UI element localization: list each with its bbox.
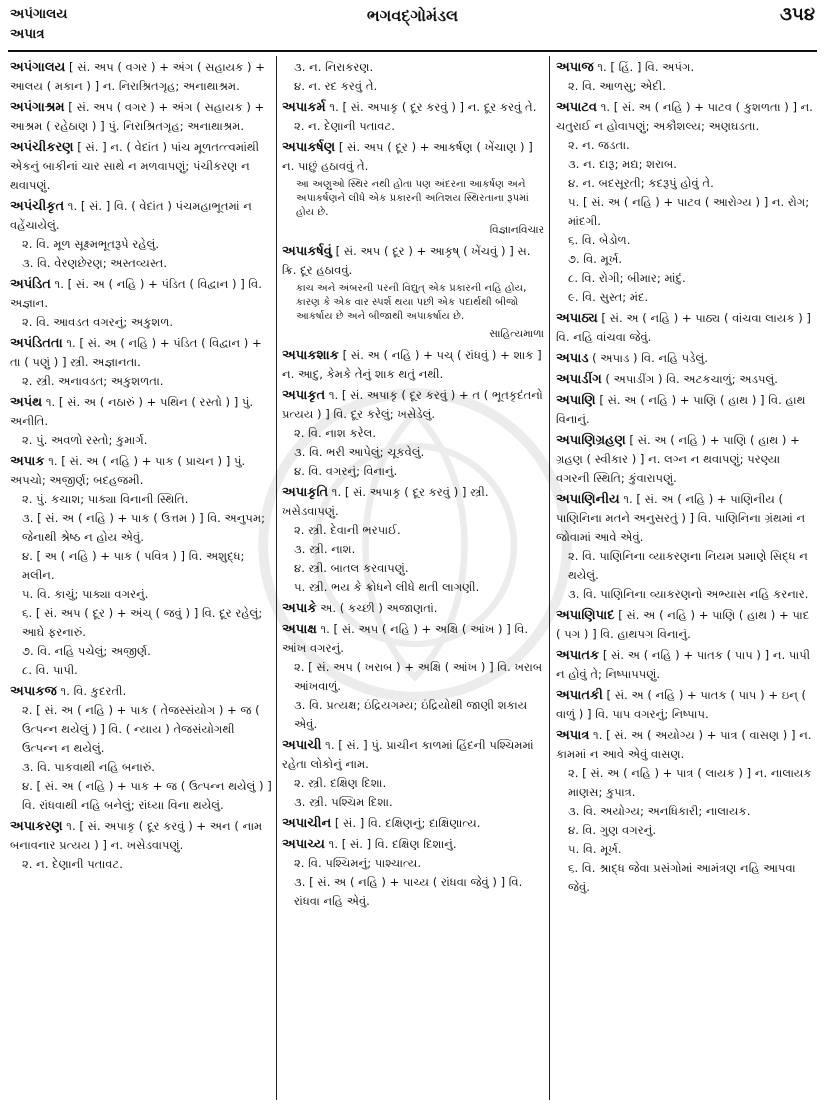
sense-line: ૭. વિ. મૂર્ખ. <box>568 252 623 266</box>
dictionary-entry <box>556 309 816 347</box>
headword: અપાડ <box>556 351 589 366</box>
definition-text: [ સં. અ ( નહિ ) + પાણિ ( હાથ ) ] વિ. હાથ વિનાનું. <box>556 393 806 426</box>
entry-line <box>10 98 272 136</box>
sense-line: ૮. વિ. રોગી; બીમાર; માંદું. <box>568 271 686 285</box>
dictionary-entry <box>10 58 272 96</box>
sense-line: ૬. વિ. શ્રાદ્ધ જેવા પ્રસંગોમાં આમંત્રણ નહિ આપવા જેવું. <box>568 861 796 894</box>
definition-text: [ સં. અ ( નહિ ) + પાઠ્ય ( વાંચવા લાયક ) ] વિ. નહિ વાંચવા જેવું. <box>556 311 811 344</box>
sense-line: ૨. ન. દેણાની પતાવટ. <box>294 119 395 133</box>
definition-text: ૧. [ સં. અ ( નહિ ) + પાટવ ( કુશળતા ) ] ન. ચતુરાઈ ન હોવાપણું; અકૌશલ્ય; અણઘડતા. <box>556 100 813 133</box>
sense-line: ૮. વિ. પાપી. <box>22 663 78 677</box>
dictionary-entry <box>556 391 816 429</box>
definition-text: ૧. [ સં. અ ( નહિ ) + પાણિનીય ( પાણિનિના મતને અનુસરતું ) ] વિ. પાણિનિના ગ્રંથમાં ન જોવામાં આવે એવું. <box>556 492 806 544</box>
dictionary-entry <box>10 817 272 874</box>
definition-text: ૧. [ સં. અપાકૃ ( દૂર કરવું ) + ત ( ભૂતકૃદંતનો પ્રત્યય ) ] વિ. દૂર કરેલું; ખસેડેલું. <box>282 388 543 421</box>
definition-text: [ સં. અ ( નહિ ) + પાણિ ( હાથ ) + ગ્રહણ ( સ્વીકાર ) ] ન. લગ્ન ન થવાપણું; પરણ્યા વગરની સ્થિતિ; કુંવારાપણું. <box>556 433 800 485</box>
dictionary-entry <box>556 349 816 368</box>
sense-line: ૨. ન. જડતા. <box>568 138 630 152</box>
dictionary-entry <box>556 490 816 604</box>
entry-line <box>556 309 816 347</box>
entry-line <box>282 138 544 176</box>
definition-text: ૧. [ હિં. ] વિ. અપંગ. <box>597 60 695 74</box>
column-1 <box>10 58 272 1098</box>
dictionary-entry <box>556 98 816 307</box>
entry-line <box>282 483 544 521</box>
headword: અપંડિત <box>10 277 51 292</box>
dictionary-entry <box>282 58 544 96</box>
page-number: ૩૫૪ <box>780 4 815 25</box>
sense-line: ૩. વિ. પાકવાથી નહિ બનારું. <box>22 760 155 774</box>
sense-line: ૨. સ્ત્રી. દેવાની ભરપાઈ. <box>294 523 401 537</box>
headword: અપાકર્ષવું <box>282 244 332 259</box>
entry-line <box>556 391 816 429</box>
sense-line: ૨. સ્ત્રી. દક્ષિણ દિશા. <box>294 776 387 790</box>
sense-line: ૪. વિ. ગુણ વગરનું. <box>568 823 657 837</box>
page-header <box>10 4 815 46</box>
guide-word-first: અપંગાલય <box>10 6 68 22</box>
headword: અપંચીકૃત <box>10 199 65 214</box>
sense-line: ૪. વિ. વગરનું; વિનાનું. <box>294 464 398 478</box>
definition-text: ૧. [ સં. ] વિ. ( વેદાંત ) પંચમહાભૂતમાં ન વહેંચાયેલું. <box>10 199 252 232</box>
headword: અપાટવ <box>556 100 598 115</box>
sense-line: ૨. વિ. મૂળ સૂક્ષ્મભૂતરૂપે રહેલું. <box>22 237 160 251</box>
sense-line: ૨. વિ. પાણિનિના વ્યાકરણના નિયમ પ્રમાણે સિદ્ધ ન થયેલું. <box>568 549 808 582</box>
entry-line <box>10 334 272 372</box>
entry-line <box>10 275 272 313</box>
sense-line: ૨. ન. દેણાની પતાવટ. <box>22 857 123 871</box>
headword: અપાણિગ્રહણ <box>556 433 626 448</box>
definition-text: ( અપાડીંગ ) વિ. અટકચાળું; અડપલું. <box>605 372 778 386</box>
headword: અપાકર્મ <box>282 100 326 115</box>
sense-line: ૯. વિ. સુસ્ત; મંદ. <box>568 290 649 304</box>
sense-line: ૨. વિ. આળસુ; એદી. <box>568 79 666 93</box>
dictionary-entry <box>282 599 544 618</box>
sense-line: ૬. [ સં. અપ ( દૂર ) + અંચ્ ( જવું ) ] વિ. દૂર રહેલું; આઘે ફરનારું. <box>22 606 263 639</box>
sense-line: ૨. પું. અવળો રસ્તો; કુમાર્ગ. <box>22 433 148 447</box>
entry-line <box>10 138 272 195</box>
entry-line <box>556 726 816 764</box>
dictionary-entry <box>282 178 544 240</box>
entry-line <box>282 98 544 117</box>
sense-line: ૨. [ સં. અપ ( ખરાબ ) + અક્ષિ ( આંખ ) ] વિ. ખરાબ આંખવાળું. <box>294 660 543 693</box>
headword: અપાતક <box>556 648 600 663</box>
dictionary-entry <box>282 814 544 833</box>
entry-line <box>10 58 272 96</box>
definition-text: [ સં. અપ ( દૂર ) + આકર્ષણ ( ખેંચાણ ) ] ન. પાછું હઠાવવું તે. <box>282 140 533 173</box>
entry-line <box>282 814 544 833</box>
dictionary-entry <box>556 58 816 96</box>
entry-line <box>282 736 544 774</box>
dictionary-entry <box>10 452 272 680</box>
dictionary-entry <box>282 138 544 176</box>
entry-line <box>10 452 272 490</box>
headword: અપાણિપાદ <box>556 608 615 623</box>
sense-line: ૨. વિ. પશ્ચિમનું; પાશ્ચાત્ય. <box>294 856 422 870</box>
usage-quote: કાચ અને અંબરની પરની વિદ્યુત્ એક પ્રકારની નહિ હોય, કારણ કે એક વાર સ્પર્શ થયા પછી એક પદાર્થથી બીજો આકર્ષાય છે અને બીજાથી અપાકર્ષાય છે. <box>296 283 527 322</box>
quote-source: સાહિત્યમાળા <box>489 328 544 340</box>
sense-line: ૩. સ્ત્રી. પશ્ચિમ દિશા. <box>294 795 393 809</box>
sense-line: ૪. ન. બદસૂરતી; કદરૂપું હોવું તે. <box>568 176 714 190</box>
sense-line: ૨. [ સં. અ ( નહિ ) + પાત્ર ( લાયક ) ] ન. નાલાયક માણસ; કુપાત્ર. <box>568 766 812 799</box>
sense-line: ૫. [ સં. અ ( નહિ ) + પાટવ ( આરોગ્ય ) ] ન. રોગ; માંદગી. <box>568 195 810 228</box>
definition-text: ૧. [ સં. અ ( અયોગ્ય ) + પાત્ર ( વાસણ ) ] ન. કામમાં ન આવે એવું વાસણ. <box>556 728 812 761</box>
dictionary-entry <box>282 483 544 597</box>
entry-line <box>282 599 544 618</box>
headword: અપાક <box>10 454 45 469</box>
definition-text: ૧. [ સં. ] પું. પ્રાચીન કાળમાં હિંદની પશ્ચિમમાં રહેતા લોકોનું નામ. <box>282 738 534 771</box>
dictionary-entry <box>282 282 544 344</box>
sense-line: ૫. સ્ત્રી. ભય કે ક્રોધને લીધે થતી લાગણી. <box>294 580 480 594</box>
headword: અપાકર્ષણ <box>282 140 336 155</box>
column-2 <box>282 58 544 1098</box>
column-divider <box>276 56 277 1100</box>
headword: અપાકે <box>282 601 317 616</box>
sense-line: ૬. વિ. બેડોળ. <box>568 233 631 247</box>
entry-line <box>556 349 816 368</box>
dictionary-entry <box>282 736 544 812</box>
definition-text: [ સં. અપ ( વગર ) + અંગ ( સહાયક ) + આલય ( મકાન ) ] ન. નિરાશ્રિતગૃહ; અનાથાશ્રમ. <box>10 60 265 93</box>
headword: અપંચીકરણ <box>10 140 74 155</box>
definition-text: [ સં. અ ( નહિ ) + પાણિ ( હાથ ) + પાદ ( પગ ) ] વિ. હાથપગ વિનાનું. <box>556 608 810 641</box>
headword: અપંગાશ્રમ <box>10 100 65 115</box>
dictionary-entry <box>10 682 272 815</box>
definition-text: [ સં. અપ ( દૂર ) + આકૃષ્ ( ખેંચવું ) ] સ. ક્રિ. દૂર હઠાવવું. <box>282 244 531 277</box>
entry-line <box>556 686 816 724</box>
dictionary-entry <box>556 686 816 724</box>
entry-line <box>10 393 272 431</box>
entry-line <box>282 242 544 280</box>
sense-line: ૩. વિ. વેરણછેરણ; અસ્તવ્યસ્ત. <box>22 256 168 270</box>
dictionary-entry <box>10 334 272 391</box>
sense-line: ૨. વિ. નાશ કરેલ. <box>294 426 377 440</box>
headword: અપંગાલય <box>10 60 66 75</box>
definition-text: ૧. [ સં. અ ( નઠારું ) + પથિન ( રસ્તો ) ] પું. અનીતિ. <box>10 395 254 428</box>
entry-line <box>556 606 816 644</box>
headword: અપંથ <box>10 395 43 410</box>
sense-line: ૨. પું. કચાશ; પાક્યા વિનાની સ્થિતિ. <box>22 492 189 506</box>
definition-text: ૧. [ સં. અ ( નહિ ) + પંડિત ( વિદ્વાન ) ] વિ. અજ્ઞાન. <box>10 277 262 310</box>
guide-word-last: અપાત્ર <box>10 26 45 42</box>
entry-line <box>556 370 816 389</box>
dictionary-entry <box>282 346 544 384</box>
headword: અપાણિનીય <box>556 492 620 507</box>
definition-text: ૧. [ સં. અ ( નહિ ) + પાક ( પ્રાચન ) ] પું. અપચો; અજીર્ણ; બદહજમી. <box>10 454 246 487</box>
dictionary-entry <box>556 606 816 644</box>
dictionary-entry <box>10 197 272 273</box>
sense-line: ૩. [ સં. અ ( નહિ ) + પાક ( ઉત્તમ ) ] વિ. અનુપમ; જેનાથી શ્રેષ્ઠ ન હોય એવું. <box>22 511 266 544</box>
definition-text: [ સં. ] ન. ( વેદાંત ) પાંચ મૂળતત્ત્વમાંથી એકનું બાકીનાં ચાર સાથે ન મળવાપણું; પંચીકરણ ન થવાપણું. <box>10 140 260 192</box>
entry-line <box>556 490 816 547</box>
sense-line: ૫. વિ. કાચું; પાક્યા વગરનું. <box>22 587 149 601</box>
headword: અપાકશાક <box>282 348 339 363</box>
sense-line: ૩. વિ. ભરી આપેલું; ચૂકવેલું. <box>294 445 425 459</box>
entry-line <box>282 835 544 854</box>
sense-line: ૪. ન. રદ કરવું તે. <box>294 79 378 93</box>
entry-line <box>556 98 816 136</box>
dictionary-entry <box>556 726 816 897</box>
headword: અપંડિતતા <box>10 336 63 351</box>
headword: અપાક્ષ <box>282 622 317 637</box>
page-title: ભગવદ્ગોમંડલ <box>366 6 459 25</box>
definition-text: ( અપાડ ) વિ. નહિ પડેલું. <box>592 351 708 365</box>
headword: અપાજ <box>556 60 594 75</box>
dictionary-entry <box>10 275 272 332</box>
dictionary-entry <box>556 646 816 684</box>
entry-line <box>556 431 816 488</box>
headword: અપાઠ્ય <box>556 311 598 326</box>
headword: અપાત્ર <box>556 728 590 743</box>
definition-text: ૧. [ સં. ] વિ. દક્ષિણ દિશાનું. <box>328 837 457 851</box>
sense-line: ૩. [ સં. અ ( નહિ ) + પાચ્ય ( રાંધવા જેવું ) ] વિ. રાંધવા નહિ એવું. <box>294 875 523 908</box>
definition-text: અ. ( કચ્છી ) અજાણતાં. <box>320 601 438 615</box>
usage-quote: આ અણુઓ સ્થિર નથી હોતા પણ અંદરના આકર્ષણ અને અપાકર્ષણને લીધે એક પ્રકારની અતિશય સ્થિરતાના રૂપમાં હોય છે. <box>296 179 529 218</box>
definition-text: ૧. [ સં. અ ( નહિ ) + પંડિત ( વિદ્વાન ) + તા ( પણું ) ] સ્ત્રી. અજ્ઞાનતા. <box>10 336 262 369</box>
headword: અપાચ્ય <box>282 837 325 852</box>
sense-line: ૩. ન. નિરાકરણ. <box>294 60 374 74</box>
sense-line: ૩. વિ. પાણિનિના વ્યાકરણનો અભ્યાસ નહિ કરનાર. <box>568 587 809 601</box>
sense-line: ૩. વિ. પ્રત્યક્ષ; ઇંદ્રિયગમ્ય; ઇંદ્રિયોથી જાણી શકાય એવું. <box>294 698 528 731</box>
headword: અપાચીન <box>282 816 332 831</box>
headword: અપાકૃતિ <box>282 485 329 500</box>
definition-text: [ સં. અ ( નહિ ) + પાતક ( પાપ ) + ઇન્ ( વાળું ) ] વિ. પાપ વગરનું; નિષ્પાપ. <box>556 688 807 721</box>
sense-line: ૫. વિ. મૂર્ખ. <box>568 842 622 856</box>
entry-line <box>282 346 544 384</box>
definition-text: ૧. [ સં. અપાકૃ ( દૂર કરવું ) ] સ્ત્રી. ખસેડવાપણું. <box>282 485 489 518</box>
dictionary-entry <box>10 98 272 136</box>
entry-line <box>556 58 816 77</box>
dictionary-entry <box>10 393 272 450</box>
sense-line: ૨. વિ. આવડત વગરનું; અકુશળ. <box>22 315 174 329</box>
entry-line <box>556 646 816 684</box>
dictionary-entry <box>282 386 544 481</box>
column-divider <box>549 56 550 1100</box>
definition-text: ૧. વિ. કુદરતી. <box>60 684 127 698</box>
definition-text: ૧. [ સં. અપ ( નહિ ) + અક્ષિ ( આંખ ) ] વિ. આંખ વગરનું. <box>282 622 529 655</box>
headword: અપાકૃત <box>282 388 326 403</box>
definition-text: [ સં. અ ( નહિ ) + પચ્ ( રાંધવું ) + શાક ] ન. આદુ, કેમકે તેનું શાક થતું નથી. <box>282 348 542 381</box>
column-3 <box>556 58 816 1098</box>
entry-line <box>10 817 272 855</box>
dictionary-entry <box>282 242 544 280</box>
sense-line: ૪. [ અ ( નહિ ) + પાક ( પવિત્ર ) ] વિ. અશુદ્ધ; મલીન. <box>22 549 245 582</box>
definition-text: ૧. [ સં. અપાકૃ ( દૂર કરવું ) + અન ( નામ બનાવનાર પ્રત્યય ) ] ન. ખસેડવાપણું. <box>10 819 263 852</box>
dictionary-entry <box>282 620 544 734</box>
headword: અપાચી <box>282 738 322 753</box>
definition-text: [ સં. અપ ( વગર ) + અંગ ( સહાયક ) + આશ્રમ ( રહેઠાણ ) ] પું. નિરાશ્રિતગૃહ; અનાથાશ્રમ. <box>10 100 265 133</box>
header-rule <box>8 50 817 52</box>
sense-line: ૨. [ સં. અ ( નહિ ) + પાક ( તેજસ્સંયોગ ) + જ ( ઉત્પન્ન થયેલું ) ] વિ. ( ન્યાય ) તેજસંયોગથી ઉત્પન્ન ન થયેલું. <box>22 703 260 755</box>
sense-line: ૨. સ્ત્રી. અનાવડત; અકુશળતા. <box>22 374 164 388</box>
headword: અપાડીંગ <box>556 372 602 387</box>
sense-line: ૪. [ સં. અ ( નહિ ) + પાક + જ ( ઉત્પન્ન થયેલું ) ] વિ. રાંધવાથી નહિ બનેલું; રાંધ્યા વિના થયેલું. <box>22 779 272 812</box>
entry-line <box>282 620 544 658</box>
definition-text: [ સં. અ ( નહિ ) + પાતક ( પાપ ) ] ન. પાપી ન હોવું તે; નિષ્પાપપણું. <box>556 648 811 681</box>
dictionary-entry <box>556 431 816 488</box>
definition-text: ૧. [ સં. અપાકૃ ( દૂર કરવું ) ] ન. દૂર કરવું તે. <box>329 100 537 114</box>
sense-line: ૩. ન. દારૂ; મદ્ય; શરાબ. <box>568 157 677 171</box>
sense-line: ૩. સ્ત્રી. નાશ. <box>294 542 356 556</box>
headword: અપાકજ <box>10 684 57 699</box>
headword: અપાણિ <box>556 393 596 408</box>
entry-line <box>10 682 272 701</box>
sense-line: ૭. વિ. નહિ પચેલું; અજીર્ણ. <box>22 644 151 658</box>
entry-line <box>10 197 272 235</box>
dictionary-entry <box>282 98 544 136</box>
quote-source: વિજ્ઞાનવિચાર <box>489 224 544 236</box>
headword: અપાતકી <box>556 688 603 703</box>
headword: અપાકરણ <box>10 819 63 834</box>
dictionary-entry <box>282 835 544 911</box>
dictionary-entry <box>556 370 816 389</box>
dictionary-entry <box>10 138 272 195</box>
entry-line <box>282 386 544 424</box>
definition-text: [ સં. ] વિ. દક્ષિણનું; દાક્ષિણાત્ય. <box>334 816 481 830</box>
sense-line: ૩. વિ. અયોગ્ય; અનધિકારી; નાલાયક. <box>568 804 751 818</box>
sense-line: ૪. સ્ત્રી. બાતલ કરવાપણું. <box>294 561 409 575</box>
